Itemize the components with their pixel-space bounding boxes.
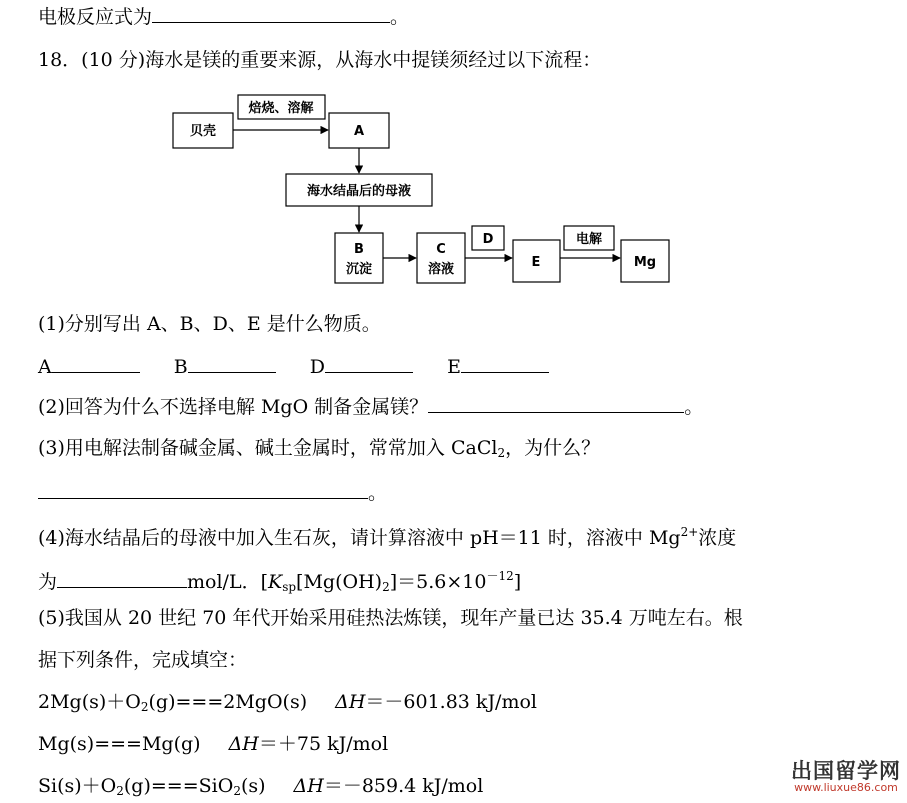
question-2-blank[interactable] [428,394,684,413]
ksp-close: ] [513,571,522,593]
electrode-reaction-prefix: 电极反应式为 [38,6,153,28]
question-4-sup: 2+ [680,525,699,539]
answer-e-blank[interactable] [461,354,549,373]
eq1-right: (g)===2MgO(s) [148,691,308,713]
question-3-blank[interactable] [38,480,368,499]
answer-e-label: E [447,356,461,378]
equation-3 [38,774,483,803]
watermark-url: www.liuxue86.com [794,781,898,794]
question-1-answers [38,354,549,379]
eq3-sub-2: 2 [233,784,241,798]
equation-2 [38,732,388,756]
eq3-state: (s) [240,775,266,797]
electrolysis-label: 电解 [575,232,603,247]
ksp-sub: sp [282,580,297,594]
question-1-text: (1)分别写出 A、B、D、E 是什么物质。 [38,313,381,335]
flow-diagram [0,0,907,300]
mg-oh-formula: [Mg(OH) [296,571,383,593]
box-e-label: E [531,255,541,270]
box-mg-label: Mg [633,255,657,270]
eq1-value: ＝－601.83 kJ/mol [365,691,537,713]
eq3-value: ＝－859.4 kJ/mol [323,775,484,797]
eq2-delta-h: ΔH [228,733,259,755]
answer-a-label: A [38,356,52,378]
box-b-name: 沉淀 [345,262,373,277]
shell-label: 贝壳 [189,124,217,139]
question-5-line-1: (5)我国从 20 世纪 70 年代开始采用硅热法炼镁，现年产量已达 35.4 万吨左右。根 [38,607,743,629]
eq1-left: 2Mg(s)＋O [38,691,141,713]
box-c-letter: C [436,242,446,257]
watermark [791,760,901,794]
eq1-delta-h: ΔH [335,691,366,713]
equation-1 [38,690,537,719]
question-4-prefix: 为 [38,571,58,593]
question-3-text: (3)用电解法制备碱金属、碱土金属时，常常加入 CaCl [38,437,498,459]
question-4-line-2 [38,564,521,599]
eq3-left: Si(s)＋O [38,775,117,797]
ksp-open: [ [260,571,268,593]
ksp-k: K [268,571,283,593]
answer-d-label: D [309,356,326,378]
question-5-line-2: 据下列条件，完成填空： [38,649,248,671]
question-4-blank[interactable] [57,569,187,588]
eq3-sub-1: 2 [116,784,124,798]
mother-liquor-label: 海水结晶后的母液 [306,184,412,199]
question-3-end: 。 [368,482,388,504]
eq1-sub: 2 [140,700,149,714]
question-4-text: (4)海水结晶后的母液中加入生石灰，请计算溶液中 pH＝11 时，溶液中 Mg [38,527,681,549]
answer-b-label: B [173,356,188,378]
eq2-value: ＝＋75 kJ/mol [258,733,389,755]
answer-b-blank[interactable] [188,354,276,373]
eq3-delta-h: ΔH [293,775,324,797]
question-3-sub: 2 [497,446,506,460]
question-3-post: ，为什么？ [505,437,601,459]
watermark-cn: 出国留学网 [791,759,901,783]
answer-d-blank[interactable] [325,354,413,373]
question-2-end: 。 [684,396,704,418]
ksp-value: ]＝5.6×10 [389,571,487,593]
roast-dissolve-label: 焙烧、溶解 [248,101,314,116]
question-2-line [38,394,703,419]
question-3-line [38,436,600,465]
answer-a-blank[interactable] [52,354,140,373]
ksp-exponent: －12 [486,569,514,583]
eq3-mid: (g)===SiO [123,775,234,797]
question-4-end: 浓度 [698,527,737,549]
question-3-answer-line [38,480,387,505]
box-a-label: A [353,124,365,139]
electrode-reaction-suffix: 。 [390,6,410,28]
question-4-unit: mol/L． [187,571,261,593]
box-d-label: D [482,232,494,247]
question-18-header: 18．(10 分)海水是镁的重要来源，从海水中提镁须经过以下流程： [38,49,602,71]
box-c-name: 溶液 [427,262,455,277]
question-4-line-1 [38,520,736,550]
box-b-letter: B [354,242,364,257]
question-2-text: (2)回答为什么不选择电解 MgO 制备金属镁？ [38,396,429,418]
mg-oh-sub: 2 [382,580,390,594]
eq2-left: Mg(s)===Mg(g) [38,733,201,755]
